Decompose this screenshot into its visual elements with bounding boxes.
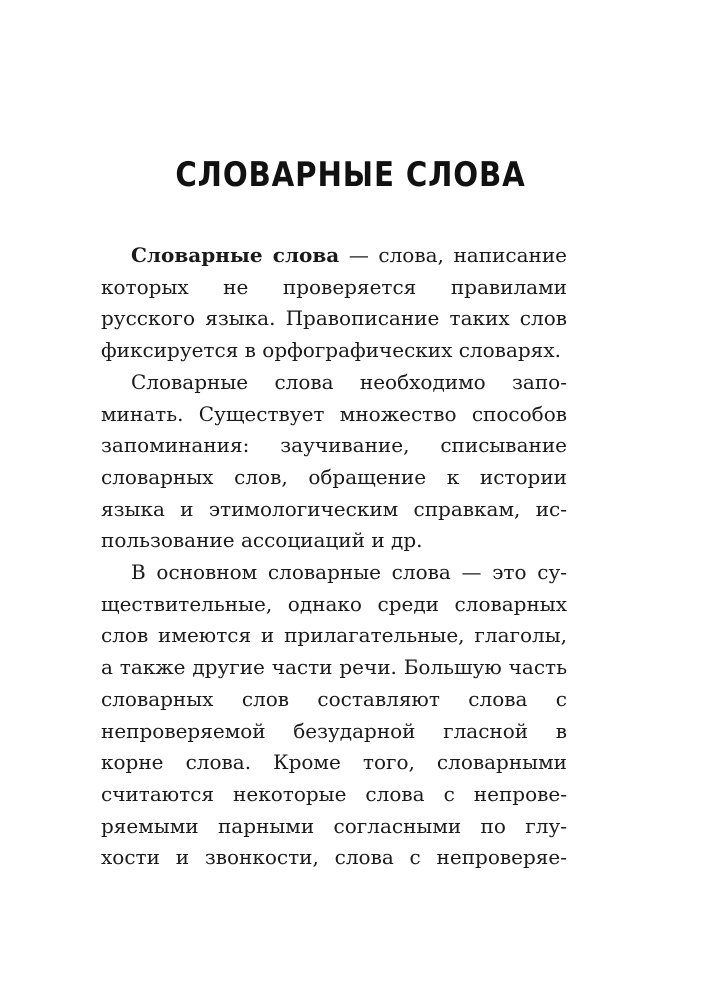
paragraph-1-text: — слова, написание которых не проверяется правилами русского языка. Правописание таких слов фиксируется в орфографических словарях. [101,243,567,363]
paragraph-2: Словарные слова необходимо запоминать. Существует множество способов запоминания: заучивание, списывание словарных слов, обращение к истории языка и этимологическим справкам, использование ассоциаций и др. [101,369,567,553]
body-text [101,240,567,874]
paragraph-1 [101,240,567,367]
defined-term: Словарные слова [131,243,340,267]
page-title: СЛОВАРНЫЕ СЛОВА [175,155,526,195]
paragraph-3: В основном словарные слова — это существительные, однако среди словарных слов имеются и прилагательные, глаголы, а также другие части речи. Большую часть словарных слов составляют слова с непроверяемой безударной гласной в корне слова. Кроме того, словарными считаются некоторые слова с непроверяемыми парными согласными по глухости и звонкости, слова с непроверяе- [101,560,567,870]
